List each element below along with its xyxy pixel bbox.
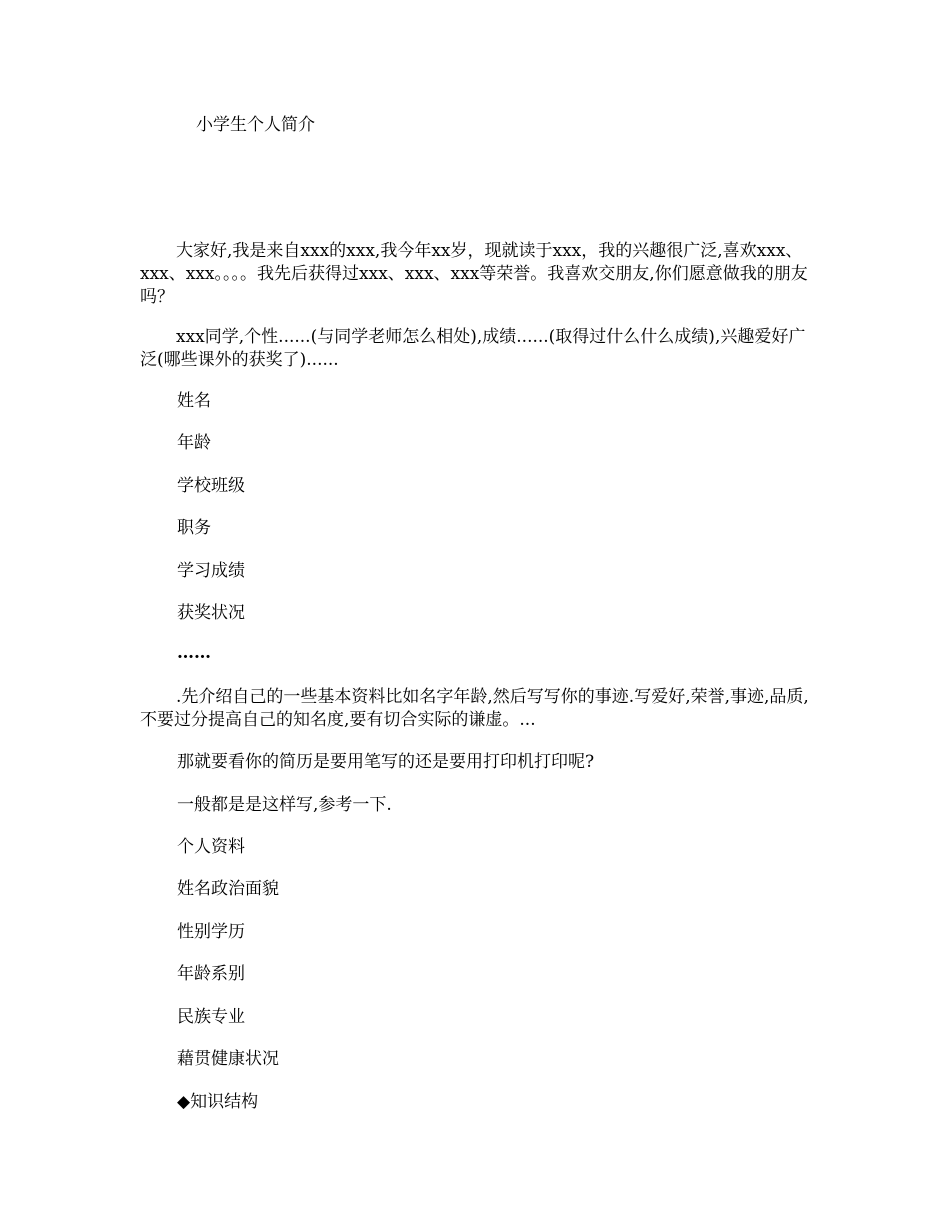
page-title: 小学生个人简介 — [196, 115, 315, 135]
list-item-grades: 学习成绩 — [177, 561, 245, 581]
ellipsis: …… — [177, 643, 211, 663]
list-item-personal-info: 个人资料 — [177, 837, 245, 857]
list-item-school-class: 学校班级 — [177, 476, 245, 496]
description-paragraph: xxx同学,个性......(与同学老师怎么相处),成绩......(取得过什么什么成绩),兴趣爱好广泛(哪些课外的获奖了)...... — [140, 327, 806, 370]
reference-line: 一般都是是这样写,参考一下. — [177, 795, 392, 815]
list-item-name-politics: 姓名政治面貌 — [177, 879, 279, 899]
list-item-name: 姓名 — [177, 391, 211, 411]
list-item-hometown-health: 藉贯健康状况 — [177, 1049, 279, 1069]
advice-paragraph: .先介绍自己的一些基本资料比如名字年龄,然后写写你的事迹.写爱好,荣誉,事迹,品质,不要过分提高自己的知名度,要有切合实际的谦虚。... — [140, 687, 809, 730]
intro-paragraph: 大家好,我是来自xxx的xxx,我今年xx岁，现就读于xxx，我的兴趣很广泛,喜欢xxx、xxx、xxx。。。。我先后获得过xxx、xxx、xxx等荣誉。我喜欢交朋友,你们愿意做我的朋友吗？ — [140, 241, 808, 307]
list-item-position: 职务 — [177, 518, 211, 538]
list-item-age: 年龄 — [177, 433, 211, 453]
list-item-awards: 获奖状况 — [177, 603, 245, 623]
question-line: 那就要看你的简历是要用笔写的还是要用打印机打印呢? — [177, 752, 595, 772]
knowledge-structure-heading: ◆知识结构 — [177, 1092, 259, 1112]
list-item-age-department: 年龄系别 — [177, 964, 245, 984]
list-item-gender-education: 性别学历 — [177, 922, 245, 942]
list-item-ethnicity-major: 民族专业 — [177, 1007, 245, 1027]
